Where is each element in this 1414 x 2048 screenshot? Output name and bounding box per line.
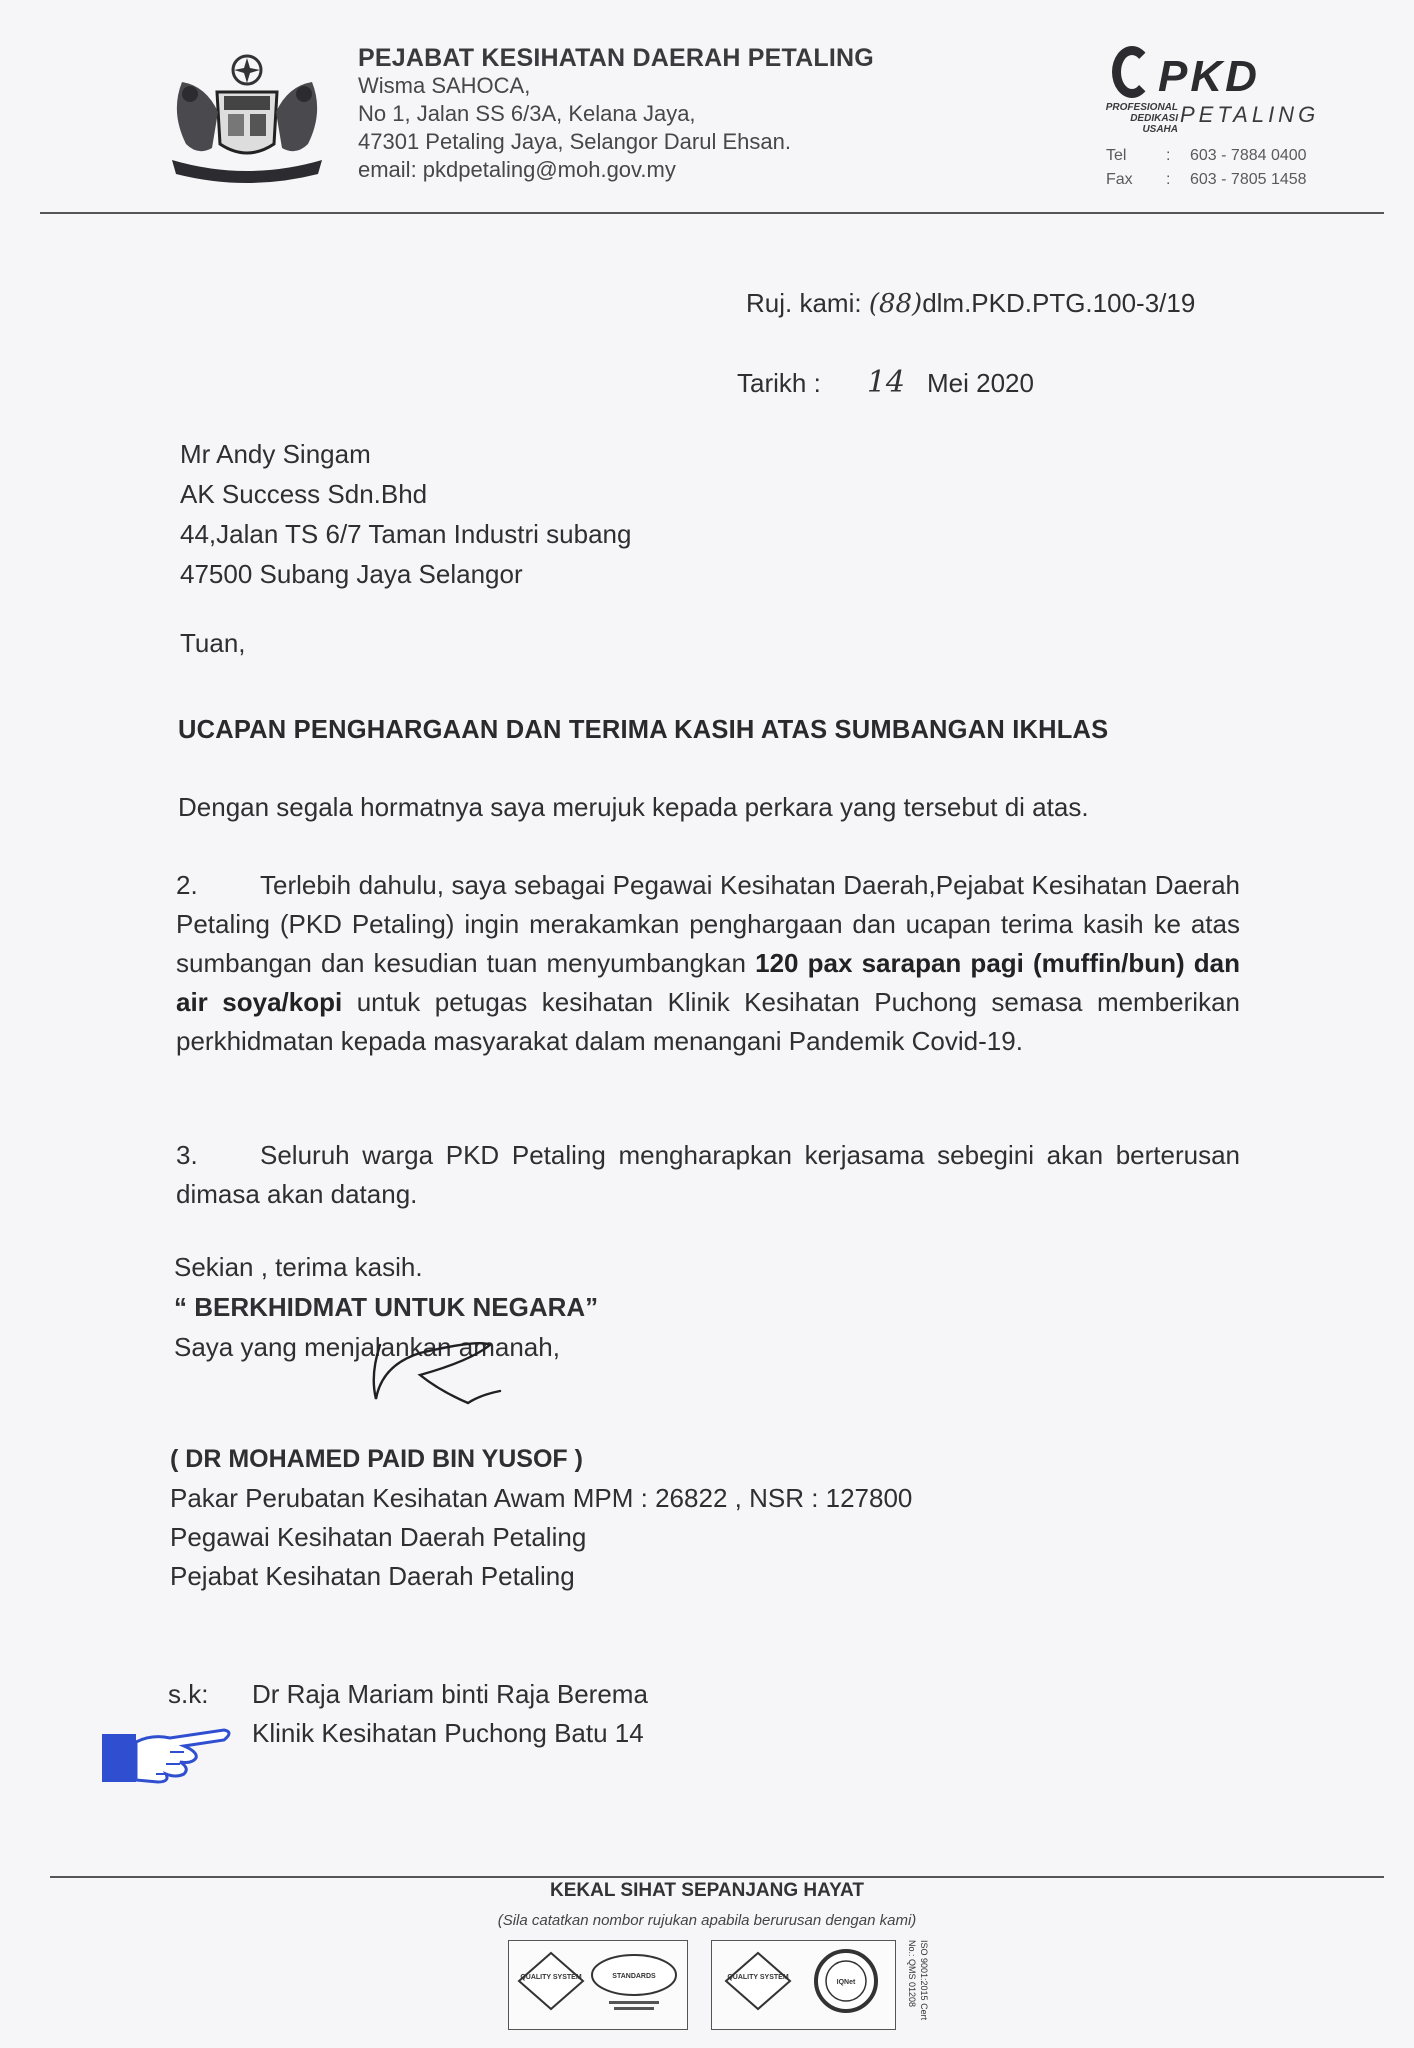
- office-header: [358, 44, 874, 184]
- certification-badges: [508, 1940, 688, 2030]
- salutation: Tuan,: [180, 628, 246, 658]
- svg-text:QUALITY SYSTEM: QUALITY SYSTEM: [727, 1974, 789, 1981]
- pkd-logo-subtitle: PETALING: [1180, 102, 1320, 127]
- office-email: email: pkdpetaling@moh.gov.my: [358, 157, 676, 182]
- reference-line: Ruj. kami: (88)dlm.PKD.PTG.100-3/19: [746, 288, 1196, 319]
- date-day-handwritten: 14: [866, 365, 905, 400]
- coat-of-arms-icon: [162, 52, 332, 184]
- tel-number: 603 - 7884 0400: [1190, 147, 1307, 164]
- cc-block: [168, 1675, 648, 1753]
- cc-label: s.k:: [168, 1679, 209, 1709]
- quality-standards-icon: [509, 1941, 686, 2028]
- recipient-address: Mr Andy Singam AK Success Sdn.Bhd 44,Jalan TS 6/7 Taman Industri subang 47500 Subang Jaya Selangor: [180, 439, 632, 589]
- crescent-icon: [1112, 46, 1152, 98]
- iqnet-icon: [712, 1941, 894, 2028]
- office-address-line: No 1, Jalan SS 6/3A, Kelana Jaya,: [358, 101, 696, 126]
- paragraph-2: 2. Terlebih dahulu, saya sebagai Pegawai Kesihatan Daerah,Pejabat Kesihatan Daerah Petaling (PKD Petaling) ingin merakamkan penghargaan dan ucapan terima kasih ke atas sumbangan dan kesudian tuan menyumbangkan 120 pax sarapan pagi (muffin/bun) dan air soya/kopi untuk petugas kesihatan Klinik Kesihatan Puchong semasa memberikan perkhidmatan kepada masyarakat dalam menangani Pandemik Covid-19.: [176, 870, 1240, 1056]
- signer-title: Pegawai Kesihatan Daerah Petaling: [170, 1522, 587, 1552]
- signer-block: [170, 1440, 912, 1596]
- closing-motto: “ BERKHIDMAT UNTUK NEGARA”: [174, 1292, 599, 1322]
- cc-recipient: Klinik Kesihatan Puchong Batu 14: [252, 1718, 644, 1748]
- svg-text:QUALITY SYSTEM: QUALITY SYSTEM: [520, 1974, 582, 1981]
- certification-badges: [711, 1940, 896, 2030]
- letter-subject: UCAPAN PENGHARGAAN DAN TERIMA KASIH ATAS SUMBANGAN IKHLAS: [178, 716, 1109, 744]
- office-address-line: Wisma SAHOCA,: [358, 73, 531, 98]
- pkd-logo-word: PKD: [1158, 52, 1260, 101]
- pointing-hand-icon: [100, 1712, 236, 1786]
- reference-code: dlm.PKD.PTG.100-3/19: [922, 288, 1196, 318]
- date-line: Tarikh : 14 Mei 2020: [737, 365, 1034, 400]
- date-month-year: Mei 2020: [927, 368, 1034, 398]
- intro-paragraph: Dengan segala hormatnya saya merujuk kepada perkara yang tersebut di atas.: [178, 792, 1089, 822]
- footer-motto: KEKAL SIHAT SEPANJANG HAYAT: [550, 1880, 864, 1901]
- office-title: PEJABAT KESIHATAN DAERAH PETALING: [358, 44, 874, 72]
- signer-title: Pakar Perubatan Kesihatan Awam MPM : 26822 , NSR : 127800: [170, 1483, 913, 1513]
- paragraph-3: 3. Seluruh warga PKD Petaling mengharapkan kerjasama sebegini akan berterusan dimasa akan datang.: [176, 1140, 1240, 1209]
- svg-text:IQNet: IQNet: [836, 1979, 856, 1986]
- signer-title: Pejabat Kesihatan Daerah Petaling: [170, 1561, 575, 1591]
- office-address-line: 47301 Petaling Jaya, Selangor Darul Ehsan.: [358, 129, 791, 154]
- cc-recipient: Dr Raja Mariam binti Raja Berema: [252, 1679, 648, 1709]
- signer-name: ( DR MOHAMED PAID BIN YUSOF ): [170, 1445, 583, 1473]
- signature: [360, 1335, 520, 1415]
- contact-block: Tel : 603 - 7884 0400 Fax : 603 - 7805 1458: [1106, 147, 1307, 188]
- pkd-logo-tagline: PROFESIONAL DEDIKASI USAHA: [1105, 102, 1178, 135]
- closing-trust: Saya yang menjalankan amanah,: [174, 1332, 560, 1362]
- donation-details: 120 pax sarapan pagi (muffin/bun) dan air soya/kopi: [176, 948, 1240, 1017]
- footer-note: (Sila catatkan nombor rujukan apabila berurusan dengan kami): [497, 1912, 917, 1929]
- iso-certification: ISO 9001:2015 Cert No.: QMS 01208: [907, 1940, 929, 2021]
- fax-number: 603 - 7805 1458: [1190, 171, 1307, 188]
- closing-thanks: Sekian , terima kasih.: [174, 1252, 423, 1282]
- header-divider: [40, 212, 1384, 214]
- svg-text:STANDARDS: STANDARDS: [612, 1973, 656, 1980]
- footer-divider: [50, 1876, 1384, 1878]
- reference-handwritten: (88): [868, 289, 923, 319]
